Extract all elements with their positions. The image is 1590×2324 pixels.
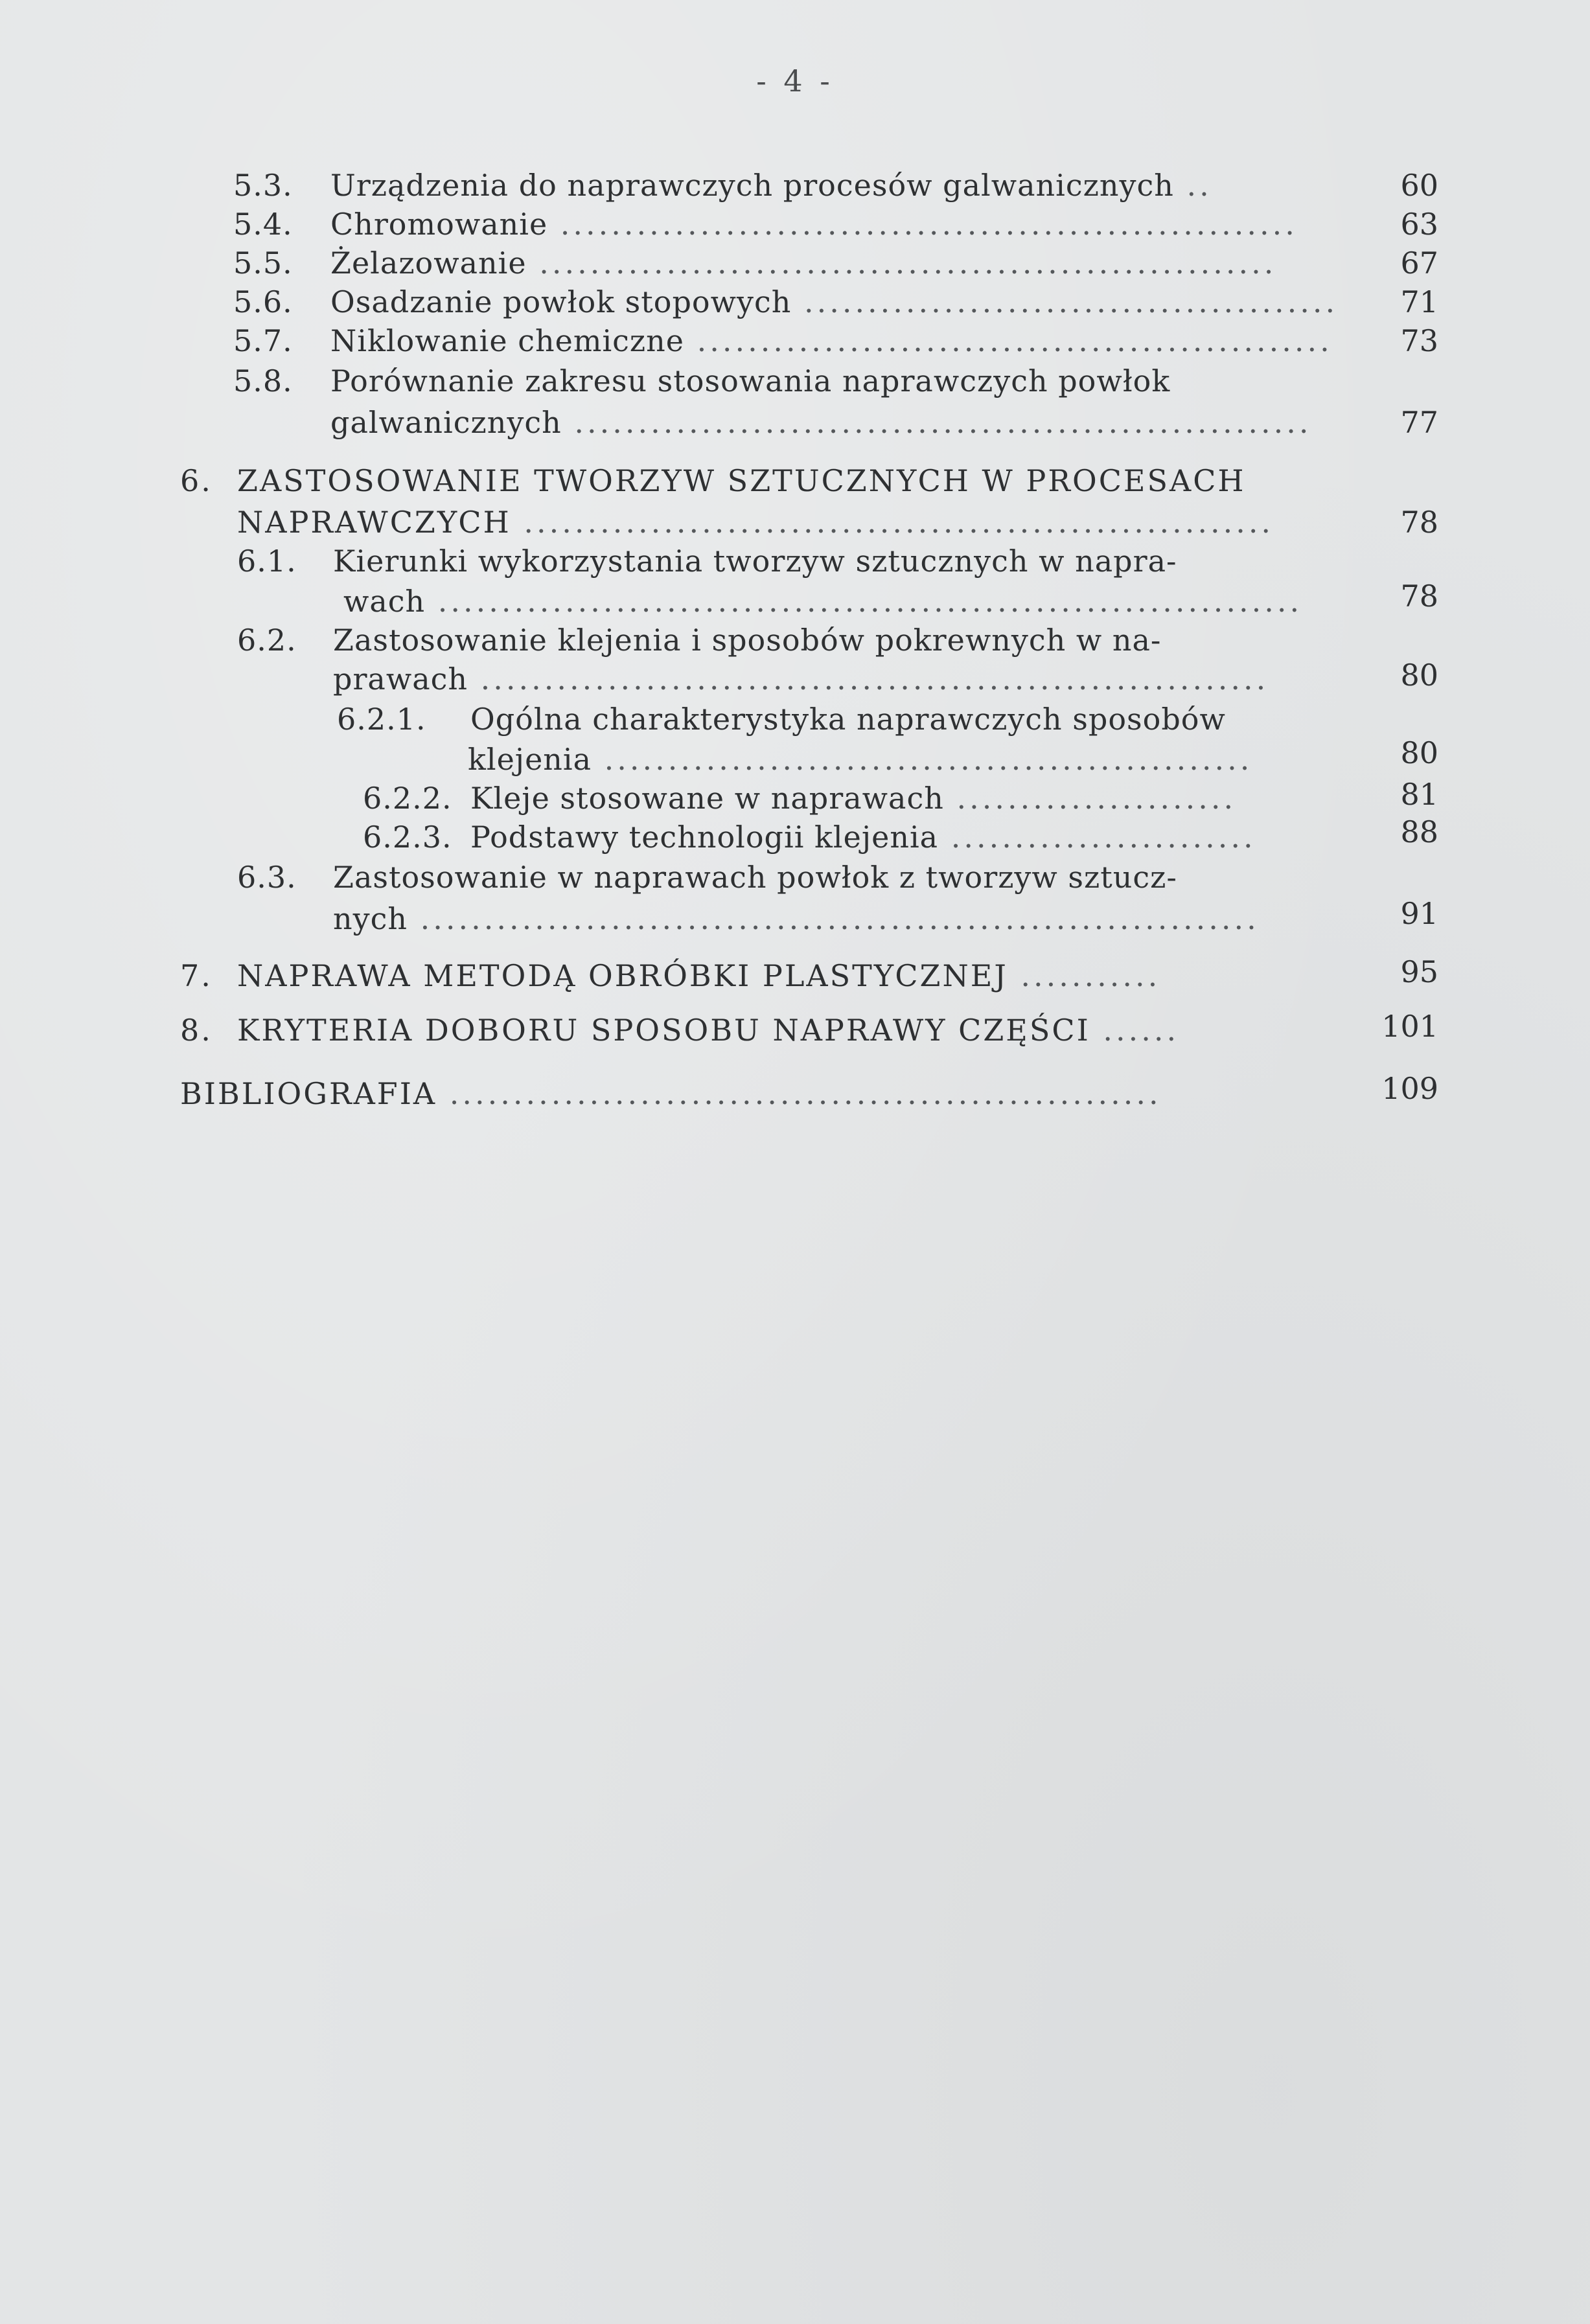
entry-continuation: klejenia bbox=[468, 742, 592, 777]
entry-number: 5.6. bbox=[233, 284, 293, 319]
leader-dots: .. bbox=[1173, 168, 1212, 203]
entry-continuation: galwanicznych bbox=[330, 405, 562, 440]
toc-entry-5-3 bbox=[233, 167, 1219, 203]
entry-page: 67 bbox=[1400, 246, 1438, 281]
entry-page: 101 bbox=[1381, 1009, 1438, 1044]
entry-number: 7. bbox=[180, 958, 213, 993]
entry-title: Kierunki wykorzystania tworzyw sztucznych w napra- bbox=[333, 544, 1177, 579]
toc-entry-6-3 bbox=[237, 859, 1177, 895]
entry-page: 78 bbox=[1400, 579, 1438, 614]
entry-number: 5.7. bbox=[233, 323, 293, 358]
leader-dots: .............................................................. bbox=[468, 662, 1269, 696]
entry-page: 78 bbox=[1400, 505, 1438, 540]
toc-entry-5-6 bbox=[233, 284, 1339, 320]
leader-dots: .......................................................... bbox=[526, 246, 1277, 281]
entry-number: 5.8. bbox=[233, 363, 293, 398]
entry-title: Zastosowanie klejenia i sposobów pokrewnych w na- bbox=[333, 623, 1162, 658]
leader-dots: ...................... bbox=[943, 781, 1237, 816]
entry-number: 5.3. bbox=[233, 168, 293, 203]
leader-dots: .......................................................... bbox=[561, 405, 1312, 440]
toc-entry-7 bbox=[180, 958, 1203, 994]
entry-page: 73 bbox=[1400, 323, 1438, 358]
toc-entry-6-3-continuation bbox=[333, 901, 1260, 937]
entry-title: KRYTERIA DOBORU SPOSOBU NAPRAWY CZĘŚCI bbox=[237, 1013, 1090, 1048]
entry-number: 6.2.2. bbox=[363, 781, 452, 816]
entry-title: Zastosowanie w naprawach powłok z tworzyw sztucz- bbox=[333, 860, 1177, 895]
toc-entry-5-4 bbox=[233, 206, 1298, 242]
entry-title: Niklowanie chemiczne bbox=[330, 323, 685, 358]
toc-entry-5-7 bbox=[233, 323, 1333, 359]
toc-entry-6-2-1-continuation bbox=[468, 741, 1253, 777]
entry-title: Osadzanie powłok stopowych bbox=[330, 284, 792, 319]
entry-number: 6.1. bbox=[237, 544, 297, 579]
entry-title: Porównanie zakresu stosowania naprawczych powłok bbox=[330, 363, 1171, 398]
leader-dots: .................................................................. bbox=[408, 901, 1260, 936]
entry-page: 109 bbox=[1381, 1071, 1438, 1106]
toc-entry-5-8 bbox=[233, 363, 1170, 399]
entry-title: Żelazowanie bbox=[330, 246, 527, 281]
entry-page: 81 bbox=[1400, 777, 1438, 812]
leader-dots: .......................................... bbox=[791, 284, 1339, 319]
toc-entry-6-2 bbox=[237, 622, 1161, 658]
toc-entry-6-1-continuation bbox=[343, 583, 1303, 619]
toc-entry-bibliografia bbox=[180, 1076, 1279, 1112]
entry-continuation: NAPRAWCZYCH bbox=[237, 505, 511, 540]
toc-entry-6-2-continuation bbox=[333, 661, 1269, 697]
entry-title: Kleje stosowane w naprawach bbox=[470, 781, 944, 816]
entry-page: 71 bbox=[1400, 284, 1438, 319]
leader-dots: .................................................. bbox=[684, 323, 1333, 358]
entry-title: BIBLIOGRAFIA bbox=[180, 1076, 437, 1111]
toc-entry-5-8-continuation bbox=[330, 404, 1312, 441]
entry-number: 6. bbox=[180, 463, 213, 498]
entry-title: Chromowanie bbox=[330, 207, 548, 242]
entry-page: 77 bbox=[1400, 405, 1438, 440]
entry-title: ZASTOSOWANIE TWORZYW SZTUCZNYCH W PROCESACH bbox=[237, 463, 1246, 498]
leader-dots: .................................................................... bbox=[425, 584, 1303, 619]
entry-number: 6.2.3. bbox=[363, 820, 452, 855]
leader-dots: ........................ bbox=[938, 820, 1256, 855]
entry-page: 63 bbox=[1400, 207, 1438, 242]
entry-continuation: nych bbox=[333, 901, 408, 936]
entry-number: 6.2.1. bbox=[337, 702, 426, 737]
entry-title: Ogólna charakterystyka naprawczych sposobów bbox=[470, 702, 1226, 737]
entry-title: Podstawy technologii klejenia bbox=[470, 820, 939, 855]
toc-entry-6-2-3 bbox=[363, 819, 1256, 855]
entry-number: 8. bbox=[180, 1013, 213, 1048]
leader-dots: ................................................... bbox=[592, 742, 1253, 777]
toc-entry-6-1 bbox=[237, 543, 1177, 579]
entry-page: 88 bbox=[1400, 814, 1438, 849]
entry-number: 6.3. bbox=[237, 860, 297, 895]
entry-number: 6.2. bbox=[237, 623, 297, 658]
toc-entry-6 bbox=[180, 463, 1246, 499]
entry-number: 5.4. bbox=[233, 207, 293, 242]
toc-entry-5-5 bbox=[233, 245, 1277, 281]
entry-page: 95 bbox=[1400, 954, 1438, 989]
entry-continuation: wach bbox=[343, 584, 426, 619]
entry-page: 80 bbox=[1400, 658, 1438, 693]
leader-dots: ...... bbox=[1090, 1013, 1180, 1048]
toc-entry-6-2-2 bbox=[363, 780, 1237, 816]
leader-dots: ........... bbox=[1008, 958, 1161, 993]
entry-number: 5.5. bbox=[233, 246, 293, 281]
toc-entry-6-2-1 bbox=[337, 701, 1226, 737]
page-number: - 4 - bbox=[756, 63, 834, 98]
toc-entry-6-continuation bbox=[237, 504, 1274, 540]
leader-dots: .......................................................... bbox=[547, 207, 1298, 242]
leader-dots: ........................................................... bbox=[511, 505, 1274, 540]
toc-entry-8 bbox=[180, 1012, 1207, 1048]
entry-page: 60 bbox=[1400, 168, 1438, 203]
entry-page: 91 bbox=[1400, 896, 1438, 931]
entry-title: Urządzenia do naprawczych procesów galwanicznych bbox=[330, 168, 1174, 203]
leader-dots: ........................................................ bbox=[437, 1076, 1162, 1111]
entry-title: NAPRAWA METODĄ OBRÓBKI PLASTYCZNEJ bbox=[237, 958, 1008, 993]
entry-continuation: prawach bbox=[333, 662, 468, 696]
entry-page: 80 bbox=[1400, 735, 1438, 770]
